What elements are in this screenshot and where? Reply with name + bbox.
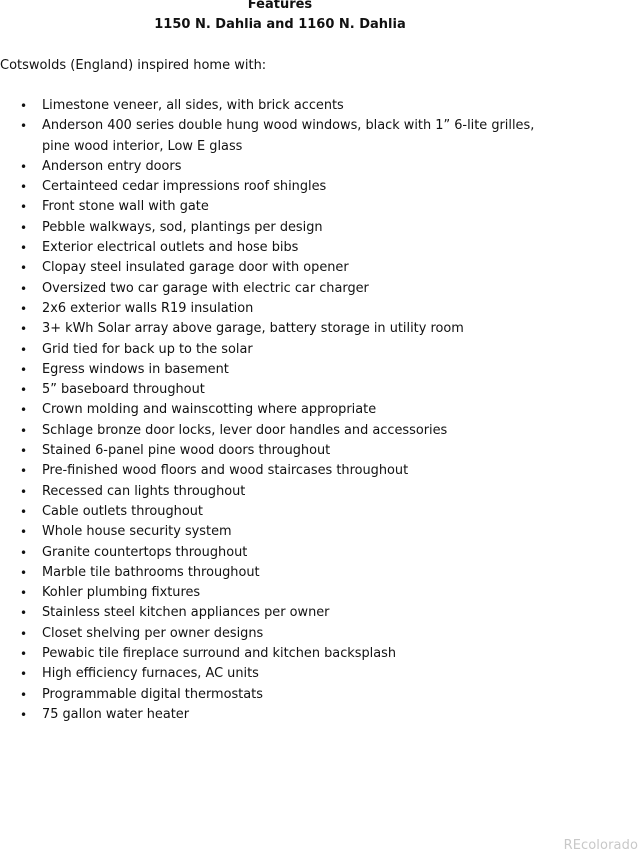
bullet-icon: • (20, 586, 28, 601)
list-item (0, 624, 560, 644)
bullet-icon: • (20, 504, 28, 519)
list-item-text: 75 gallon water heater (42, 706, 190, 722)
list-item-text: Pre-finished wood floors and wood staircases throughout (42, 463, 409, 479)
list-item (0, 502, 560, 522)
bullet-icon: • (20, 687, 28, 702)
bullet-icon: • (20, 220, 28, 235)
page-subtitle: 1150 N. Dahlia and 1160 N. Dahlia (154, 17, 406, 32)
list-item-text: Grid tied for back up to the solar (42, 341, 253, 357)
bullet-icon: • (20, 667, 28, 682)
list-item (0, 279, 560, 299)
bullet-icon: • (20, 606, 28, 621)
bullet-icon: • (20, 565, 28, 580)
list-item (0, 705, 560, 725)
bullet-icon: • (20, 484, 28, 499)
features-list (0, 96, 560, 725)
bullet-icon: • (20, 444, 28, 459)
list-item (0, 218, 560, 238)
list-item-text: Exterior electrical outlets and hose bibs (42, 240, 299, 256)
list-item-text: Recessed can lights throughout (42, 483, 246, 499)
bullet-icon: • (20, 403, 28, 418)
list-item-text: Marble tile bathrooms throughout (42, 564, 260, 580)
list-item-text: Anderson entry doors (42, 158, 182, 174)
bullet-icon: • (20, 99, 28, 113)
list-item (0, 116, 560, 157)
list-item-text: Closet shelving per owner designs (42, 625, 264, 641)
bullet-icon: • (20, 301, 28, 316)
list-item (0, 238, 560, 258)
list-item (0, 543, 560, 563)
bullet-icon: • (20, 241, 28, 256)
list-item (0, 157, 560, 177)
list-item (0, 522, 560, 542)
bullet-icon: • (20, 423, 28, 438)
bullet-icon: • (20, 159, 28, 174)
bullet-icon: • (20, 545, 28, 560)
list-item-text: Crown molding and wainscotting where appropriate (42, 402, 377, 418)
list-item (0, 421, 560, 441)
list-item (0, 563, 560, 583)
bullet-icon: • (20, 322, 28, 337)
page-title: Features (247, 0, 313, 12)
list-item (0, 685, 560, 705)
list-item-text: Anderson 400 series double hung wood windows, black with 1” 6-lite grilles, pine wood interior, Low E glass (42, 118, 535, 154)
list-item-text: High efficiency furnaces, AC units (42, 666, 259, 682)
bullet-icon: • (20, 362, 28, 377)
list-item (0, 583, 560, 603)
bullet-icon: • (20, 464, 28, 479)
list-item (0, 340, 560, 360)
bullet-icon: • (20, 200, 28, 215)
bullet-icon: • (20, 383, 28, 398)
list-item-text: 5” baseboard throughout (42, 382, 205, 398)
watermark: REcolorado (563, 838, 638, 853)
list-item-text: Stained 6-panel pine wood doors throughout (42, 443, 331, 459)
list-item (0, 177, 560, 197)
intro-text: Cotswolds (England) inspired home with: (0, 58, 267, 73)
bullet-icon: • (20, 119, 28, 134)
bullet-icon: • (20, 342, 28, 357)
list-item (0, 197, 560, 217)
bullet-icon: • (20, 281, 28, 296)
list-item-text: Egress windows in basement (42, 361, 229, 377)
list-item (0, 664, 560, 684)
list-item (0, 644, 560, 664)
list-item-text: Limestone veneer, all sides, with brick accents (42, 98, 344, 113)
bullet-icon: • (20, 707, 28, 722)
list-item-text: Programmable digital thermostats (42, 686, 263, 702)
bullet-icon: • (20, 647, 28, 662)
list-item (0, 380, 560, 400)
bullet-icon: • (20, 626, 28, 641)
list-item-text: Front stone wall with gate (42, 199, 209, 215)
list-item (0, 96, 560, 116)
list-item (0, 482, 560, 502)
list-item-text: Granite countertops throughout (42, 544, 248, 560)
list-item (0, 299, 560, 319)
list-item-text: Schlage bronze door locks, lever door handles and accessories (42, 422, 448, 438)
list-item (0, 400, 560, 420)
list-item-text: Whole house security system (42, 524, 232, 540)
list-item-text: 2x6 exterior walls R19 insulation (42, 300, 254, 316)
list-item-text: Clopay steel insulated garage door with opener (42, 260, 349, 276)
list-item (0, 360, 560, 380)
list-item-text: Pebble walkways, sod, plantings per design (42, 219, 323, 235)
bullet-icon: • (20, 261, 28, 276)
list-item (0, 319, 560, 339)
list-item-text: 3+ kWh Solar array above garage, battery storage in utility room (42, 321, 464, 337)
bullet-icon: • (20, 180, 28, 195)
list-item-text: Oversized two car garage with electric car charger (42, 280, 369, 296)
list-item-text: Certainteed cedar impressions roof shingles (42, 179, 327, 195)
list-item (0, 461, 560, 481)
list-item-text: Cable outlets throughout (42, 503, 203, 519)
list-item-text: Pewabic tile fireplace surround and kitchen backsplash (42, 646, 397, 662)
bullet-icon: • (20, 525, 28, 540)
list-item-text: Kohler plumbing fixtures (42, 585, 201, 601)
list-item (0, 258, 560, 278)
list-item (0, 441, 560, 461)
list-item-text: Stainless steel kitchen appliances per owner (42, 605, 330, 621)
list-item (0, 603, 560, 623)
